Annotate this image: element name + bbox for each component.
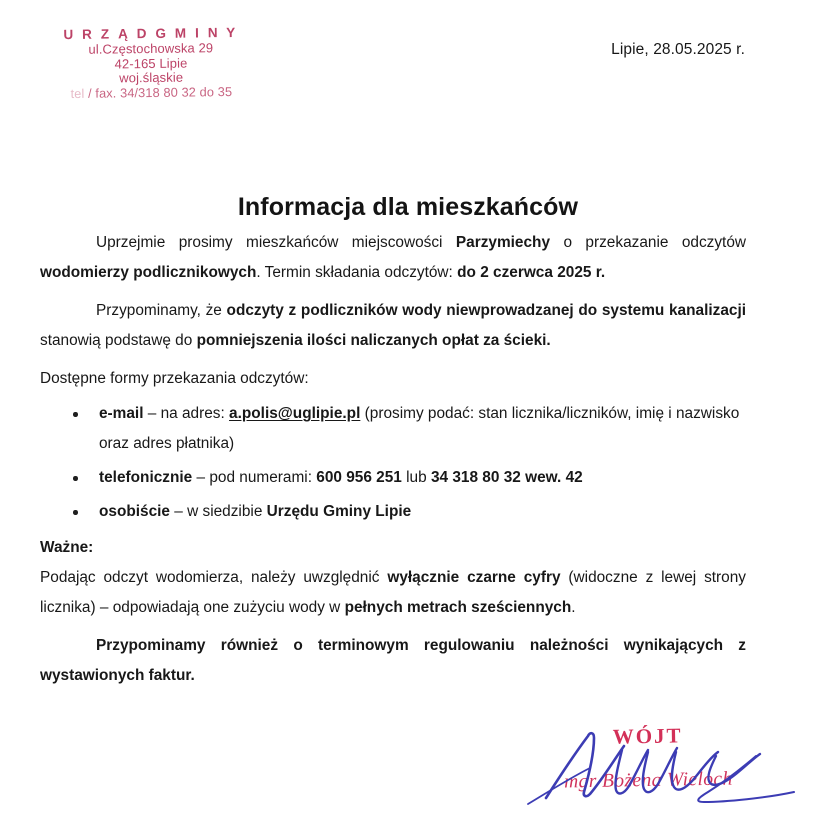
p3-tail: . <box>571 599 576 616</box>
phone-label: telefonicznie <box>99 469 193 486</box>
office-stamp-region: woj.śląskie <box>119 69 184 86</box>
paragraph-request <box>40 228 746 288</box>
signature-name: mgr Bożena Wieloch <box>563 768 733 793</box>
phone-dash: – pod numerami: <box>192 469 317 486</box>
list-item-in-person <box>40 497 746 527</box>
office-name: Urzędu Gminy Lipie <box>266 503 412 520</box>
paragraph-reminder <box>40 296 746 356</box>
forms-intro: Dostępne formy przekazania odczytów: <box>40 370 309 387</box>
email-instructions: (prosimy podać: stan licznika/liczników, imię i nazwisko oraz adres płatnika) <box>99 405 740 452</box>
paragraph-payment-reminder: Przypominamy również o terminowym regulowaniu należności wynikających z wystawionych faktur. <box>40 637 746 684</box>
signature-stamp <box>497 723 798 793</box>
office-stamp-title: U R Z Ą D G M I N Y <box>63 24 238 43</box>
office-stamp-postal-city: 42-165 Lipie <box>114 55 188 72</box>
page-title: Informacja dla mieszkańców <box>237 192 579 221</box>
document-body <box>40 228 746 699</box>
submission-methods-list <box>40 399 746 527</box>
p3-cubic-meters: pełnych metrach sześciennych <box>344 599 572 616</box>
important-label: Ważne: <box>40 539 94 556</box>
list-item-phone <box>40 463 746 493</box>
signature-block <box>498 723 798 818</box>
office-stamp-phone-number: / fax. 34/318 80 32 do 35 <box>84 83 233 101</box>
office-stamp-phone <box>26 84 276 101</box>
p1-locality: Parzymiechy <box>455 234 551 251</box>
p2-readings: odczyty z podliczników wody niewprowadzanej do systemu kanalizacji <box>226 302 746 319</box>
p1-lead: Uprzejmie prosimy mieszkańców miejscowości <box>96 234 456 251</box>
p1-deadline: do 2 czerwca 2025 r. <box>457 264 606 281</box>
email-link[interactable]: a.polis@uglipie.pl <box>229 405 361 422</box>
signature-role: WÓJT <box>612 723 683 749</box>
p3-mid: (widoczne z lewej strony licznika) – odpowiadają one zużyciu wody w <box>40 569 746 616</box>
phone-number-secondary: 34 318 80 32 wew. 42 <box>430 469 583 486</box>
phone-mid: lub <box>401 469 431 486</box>
in-person-label: osobiście <box>99 503 170 520</box>
phone-number-primary: 600 956 251 <box>316 469 402 486</box>
p2-lead: Przypominamy, że <box>96 302 227 319</box>
office-stamp-phone-prefix: tel <box>70 85 85 101</box>
document-date: Lipie, 28.05.2025 r. <box>611 41 745 58</box>
list-item-email <box>40 399 746 459</box>
p1-submeters: wodomierzy podlicznikowych <box>40 264 257 281</box>
office-stamp <box>26 24 277 101</box>
p3-black-digits: wyłącznie czarne cyfry <box>387 569 561 586</box>
p2-reduction: pomniejszenia ilości naliczanych opłat za ścieki. <box>196 332 551 349</box>
email-label: e-mail <box>99 405 144 422</box>
paragraph-important-note <box>40 563 746 623</box>
office-stamp-street: ul.Częstochowska 29 <box>88 40 214 57</box>
in-person-dash: – w siedzibie <box>170 503 267 520</box>
p3-lead: Podając odczyt wodomierza, należy uwzględnić <box>40 569 388 586</box>
p1-mid: o przekazanie odczytów <box>550 234 747 251</box>
p2-mid: stanowią podstawę do <box>40 332 197 349</box>
email-dash: – na adres: <box>143 405 230 422</box>
p1-mid2: . Termin składania odczytów: <box>256 264 458 281</box>
